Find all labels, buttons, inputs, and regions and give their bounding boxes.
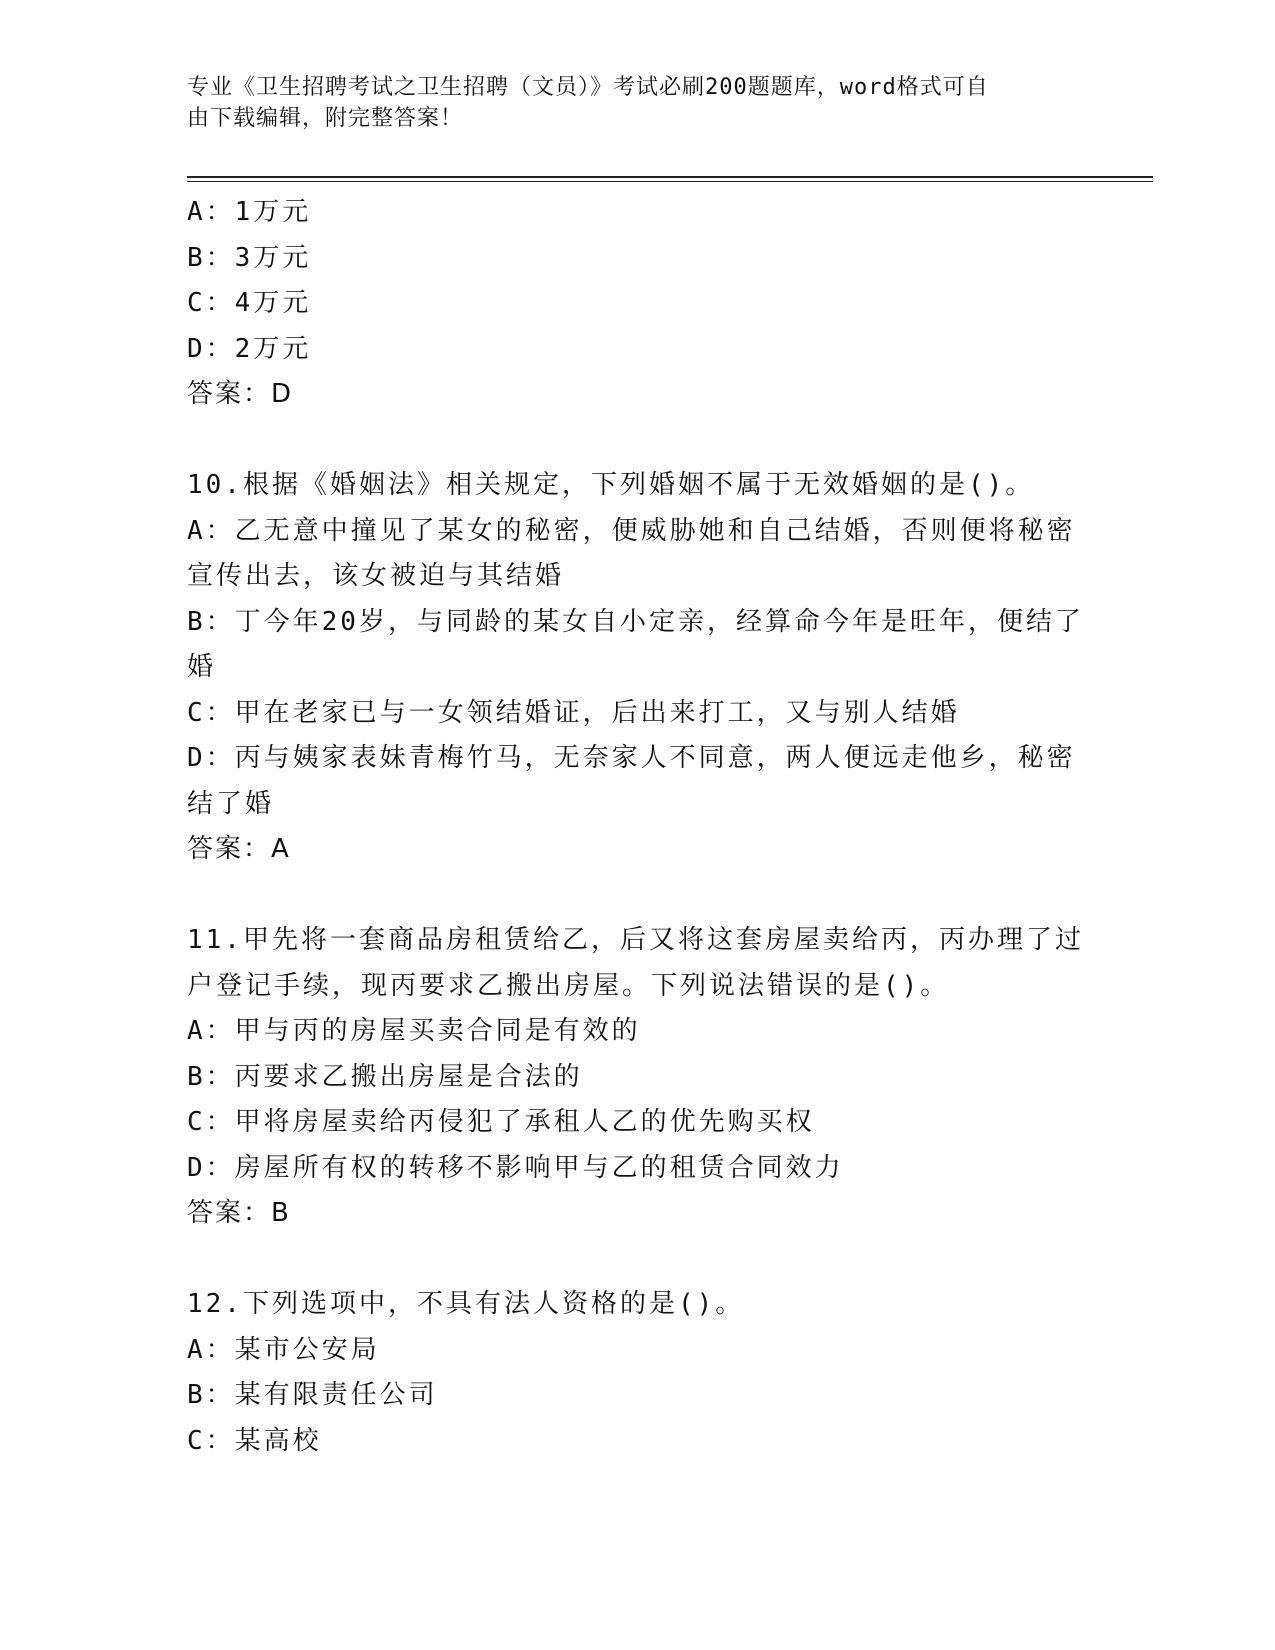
q10-option-a: A：乙无意中撞见了某女的秘密，便威胁她和自己结婚，否则便将秘密宣传出去，该女被迫与其结婚 [187, 515, 1076, 591]
q10-answer: 答案：A [187, 834, 291, 864]
spacer [187, 418, 1087, 464]
q11-answer: 答案：B [187, 1198, 291, 1228]
header-line-1: 专业《卫生招聘考试之卫生招聘（文员）》考试必刷200题题库，word格式可自 [187, 75, 989, 100]
q11-stem: 11.甲先将一套商品房租赁给乙，后又将这套房屋卖给丙，丙办理了过户登记手续，现丙要求乙搬出房屋。下列说法错误的是()。 [187, 925, 1084, 1001]
q11-option-a: A：甲与丙的房屋买卖合同是有效的 [187, 1016, 641, 1046]
q12-option-a: A：某市公安局 [187, 1334, 380, 1365]
header-divider-thick [187, 176, 1153, 178]
q12-option-b: B：某有限责任公司 [187, 1380, 438, 1410]
q9-option-c: C：4万元 [187, 288, 312, 318]
q9-option-a: A：1万元 [187, 197, 312, 227]
q11-option-b: B：丙要求乙搬出房屋是合法的 [187, 1061, 583, 1092]
q11-option-d: D：房屋所有权的转移不影响甲与乙的租赁合同效力 [187, 1152, 844, 1183]
question-10-block [187, 463, 1087, 873]
question-12-block [187, 1282, 1087, 1464]
q10-option-c: C：甲在老家已与一女领结婚证，后出来打工，又与别人结婚 [187, 697, 960, 728]
question-11-block [187, 918, 1087, 1237]
spacer [187, 873, 1087, 919]
q10-option-d: D：丙与姨家表妹青梅竹马，无奈家人不同意，两人便远走他乡，秘密结了婚 [187, 743, 1076, 819]
header-line-2: 由下载编辑，附完整答案！ [187, 106, 464, 131]
q9-option-d: D：2万元 [187, 333, 312, 364]
q10-option-b: B：丁今年20岁，与同龄的某女自小定亲，经算命今年是旺年，便结了婚 [187, 606, 1084, 682]
question-9-block [187, 190, 1087, 418]
question-content [187, 190, 1087, 1464]
document-header [187, 72, 1067, 134]
q11-option-c: C：甲将房屋卖给丙侵犯了承租人乙的优先购买权 [187, 1107, 815, 1137]
spacer [187, 1237, 1087, 1283]
q10-stem: 10.根据《婚姻法》相关规定，下列婚姻不属于无效婚姻的是()。 [187, 470, 1035, 500]
q9-answer: 答案：D [187, 379, 294, 409]
q12-option-c: C：某高校 [187, 1425, 322, 1456]
q9-option-b: B：3万元 [187, 242, 312, 273]
header-divider-thin [187, 181, 1153, 182]
q12-stem: 12.下列选项中，不具有法人资格的是()。 [187, 1289, 745, 1319]
